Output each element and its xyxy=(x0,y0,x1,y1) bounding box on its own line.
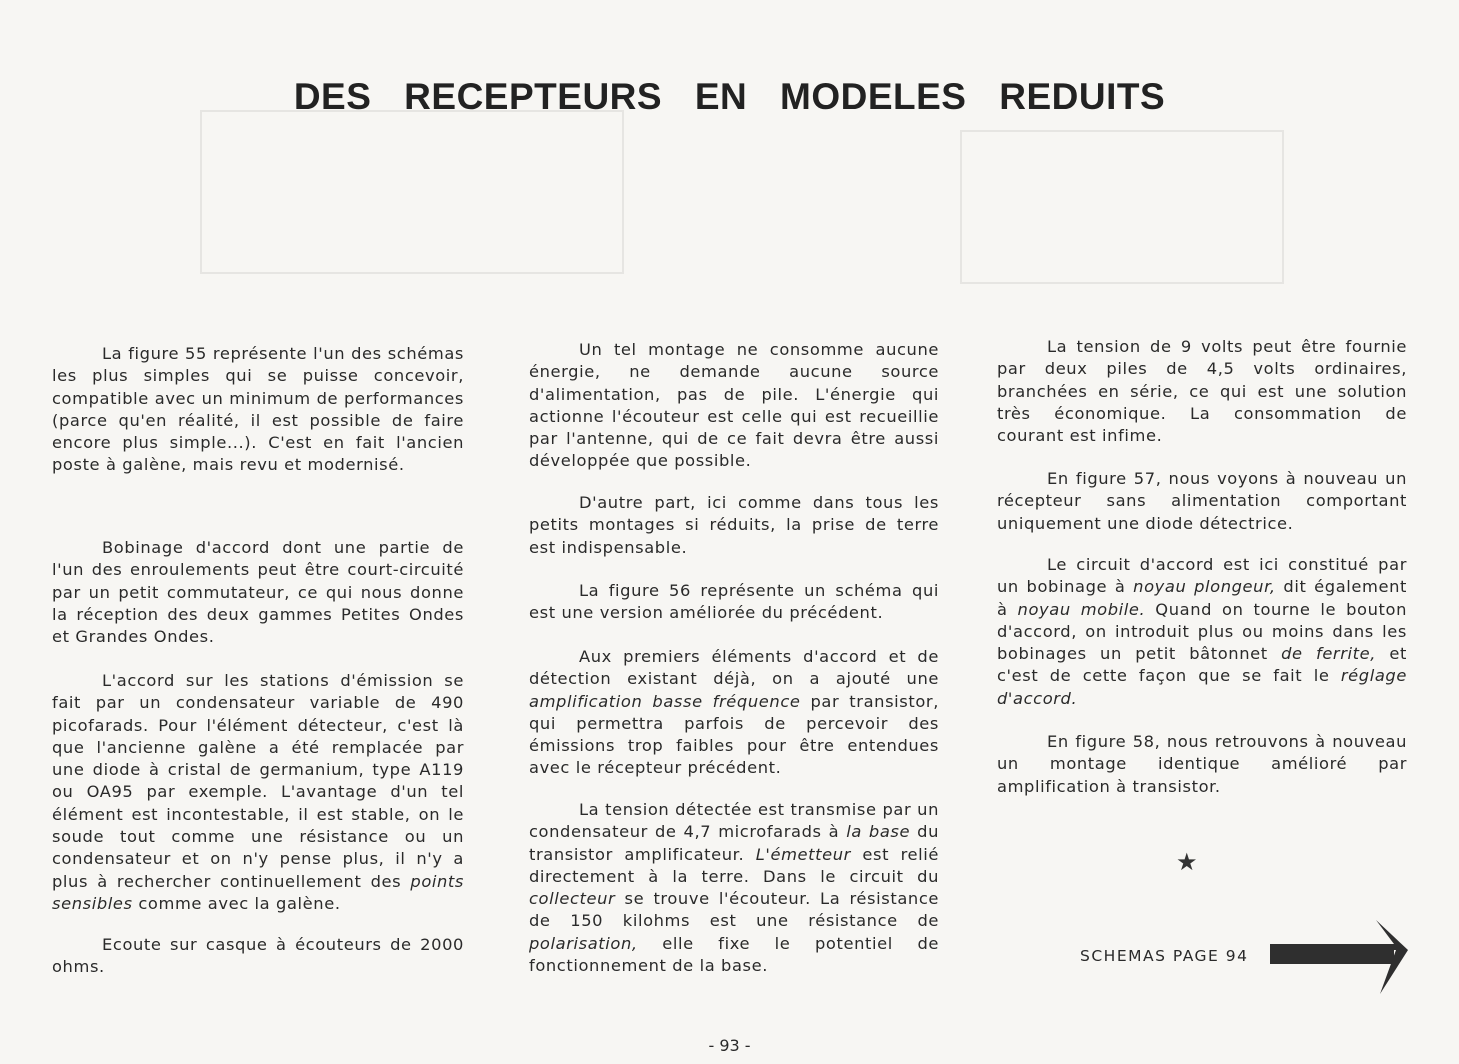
body-text: comme avec la galène. xyxy=(132,893,341,913)
page-title: DES RECEPTEURS EN MODELES REDUITS xyxy=(293,76,1166,117)
body-text: par transistor, qui permettra parfois de percevoir des émissions trop faibles pour être entendues avec le récepteur précédent. xyxy=(529,691,939,778)
emphasis-text: polarisation, xyxy=(529,933,638,953)
arrow-right-icon xyxy=(1268,918,1410,998)
body-text: du transistor amplificateur. xyxy=(529,822,939,864)
page-number: - 93 - xyxy=(708,1036,751,1055)
emphasis-text: noyau plongeur, xyxy=(1133,577,1276,597)
emphasis-text: noyau mobile. xyxy=(1017,599,1146,619)
body-text: Aux premiers éléments d'accord et de détection existant déjà, on a ajouté une xyxy=(529,647,939,689)
body-text: En figure 57, nous voyons à nouveau un récepteur sans alimentation comportant uniquement une diode détectrice. xyxy=(997,469,1407,533)
body-text: D'autre part, ici comme dans tous les petits montages si réduits, la prise de terre est indispensable. xyxy=(529,493,939,557)
paragraph xyxy=(52,934,464,979)
paragraph xyxy=(52,537,464,648)
body-text: Ecoute sur casque à écouteurs de 2000 ohms. xyxy=(52,935,464,977)
paragraph xyxy=(997,468,1407,535)
body-text: En figure 58, nous retrouvons à nouveau un montage identique amélioré par amplification à transistor. xyxy=(997,732,1407,796)
paragraph xyxy=(529,492,939,559)
body-text: elle fixe le potentiel de fonctionnement de la base. xyxy=(529,933,939,976)
body-text: La tension détectée est transmise par un condensateur de 4,7 microfarads à xyxy=(529,800,939,842)
body-text: et c'est de cette façon que se fait le xyxy=(997,644,1407,686)
body-text: La figure 55 représente l'un des schémas les plus simples qui se puisse concevoir, compatible avec un minimum de performances (parce qu'en réalité, il est possible de faire encore plus simple...). C'est en fait l'ancien poste à galène, mais revu et modernisé. xyxy=(52,344,464,475)
body-text: La tension de 9 volts peut être fournie par deux piles de 4,5 volts ordinaires, branchées en série, ce qui est une solution très économique. La consommation de courant est infime. xyxy=(997,337,1407,446)
next-page-label: SCHEMAS PAGE 94 xyxy=(1080,947,1249,965)
star-icon: ★ xyxy=(1176,848,1198,876)
body-text: dit également à xyxy=(997,577,1407,619)
emphasis-text: amplification basse fréquence xyxy=(529,691,801,711)
emphasis-text: collecteur xyxy=(529,889,616,909)
emphasis-text: réglage d'accord. xyxy=(997,666,1407,708)
bleed-through-schematic xyxy=(960,130,1284,284)
paragraph xyxy=(52,343,464,477)
body-text: Le circuit d'accord est ici constitué par un bobinage à xyxy=(997,555,1407,597)
paragraph xyxy=(52,670,464,915)
body-text: L'accord sur les stations d'émission se fait par un condensateur variable de 490 picofarads. Pour l'élément détecteur, c'est là que l'ancienne galène a été remplacée par une diode à cristal de germanium, type A119 ou OA95 par exemple. L'avantage d'un tel élément est incontestable, il est stable, on le soude tout comme une résistance ou un condensateur et on n'y pense plus, il n'y a plus à rechercher continuellement des xyxy=(52,671,464,891)
paragraph xyxy=(997,554,1407,710)
paragraph xyxy=(529,580,939,625)
paragraph xyxy=(529,799,939,977)
paragraph xyxy=(997,336,1407,447)
paragraph xyxy=(997,731,1407,798)
emphasis-text: la base xyxy=(846,822,911,842)
body-text: Bobinage d'accord dont une partie de l'un des enroulements peut être court-circuité par un petit commutateur, ce qui nous donne la réception des deux gammes Petites Ondes et Grandes Ondes. xyxy=(52,538,464,647)
body-text: se trouve l'écouteur. La résistance de 150 kilohms est une résistance de xyxy=(529,889,939,931)
body-text: La figure 56 représente un schéma qui est une version améliorée du précédent. xyxy=(529,581,939,623)
body-text: Un tel montage ne consomme aucune énergie, ne demande aucune source d'alimentation, pas de pile. L'énergie qui actionne l'écouteur est celle qui est recueillie par l'antenne, qui de ce fait devra être aussi développée que possible. xyxy=(529,340,939,471)
paragraph xyxy=(529,646,939,780)
body-text: est relié directement à la terre. Dans le circuit du xyxy=(529,844,939,886)
emphasis-text: L'émetteur xyxy=(755,844,851,864)
emphasis-text: de ferrite, xyxy=(1281,644,1377,664)
paragraph xyxy=(529,339,939,473)
body-text: Quand on tourne le bouton d'accord, on introduit plus ou moins dans les bobinages un petit bâtonnet xyxy=(997,599,1408,664)
bleed-through-schematic xyxy=(200,110,624,274)
emphasis-text: points sensibles xyxy=(52,871,464,913)
